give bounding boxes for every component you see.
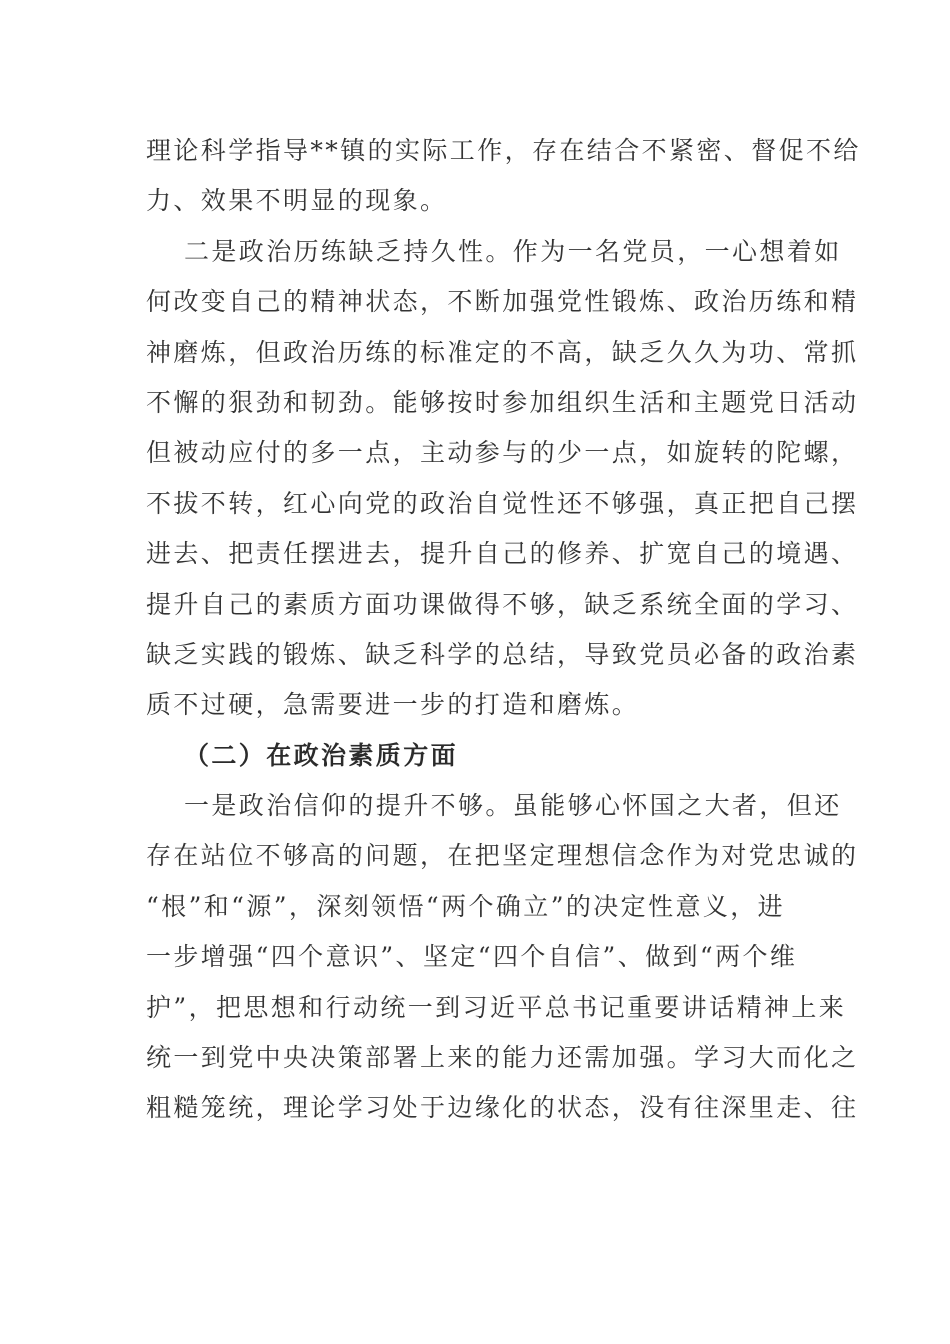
- text-line: 统一到党中央决策部署上来的能力还需加强。学习大而化之: [146, 1043, 859, 1073]
- text-line: 神磨炼，但政治历练的标准定的不高，缺乏久久为功、常抓: [146, 337, 859, 367]
- text-line: 不拔不转，红心向党的政治自觉性还不够强，真正把自己摆: [146, 488, 859, 518]
- text-line: 质不过硬，急需要进一步的打造和磨炼。: [146, 690, 640, 720]
- text-line: “根”和“源”，深刻领悟“两个确立”的决定性意义，进: [146, 891, 786, 921]
- text-line: 何改变自己的精神状态，不断加强党性锻炼、政治历练和精: [146, 287, 859, 317]
- section-heading: （二）在政治素质方面: [184, 740, 459, 770]
- paragraph-start-line: 一是政治信仰的提升不够。虽能够心怀国之大者，但还: [184, 791, 842, 821]
- text-line: 不懈的狠劲和韧劲。能够按时参加组织生活和主题党日活动: [146, 387, 859, 417]
- text-line: 一步增强“四个意识”、坚定“四个自信”、做到“两个维: [146, 942, 798, 972]
- text-line: 存在站位不够高的问题，在把坚定理想信念作为对党忠诚的: [146, 841, 859, 871]
- text-line: 提升自己的素质方面功课做得不够，缺乏系统全面的学习、: [146, 589, 859, 619]
- text-line: 缺乏实践的锻炼、缺乏科学的总结，导致党员必备的政治素: [146, 639, 859, 669]
- text-line: 但被动应付的多一点，主动参与的少一点，如旋转的陀螺，: [146, 438, 859, 468]
- text-line: 护”，把思想和行动统一到习近平总书记重要讲话精神上来: [146, 992, 847, 1022]
- body-text: [146, 126, 861, 1134]
- text-line: 进去、把责任摆进去，提升自己的修养、扩宽自己的境遇、: [146, 539, 859, 569]
- paragraph-start-line: 二是政治历练缺乏持久性。作为一名党员，一心想着如: [184, 236, 842, 266]
- text-line: 粗糙笼统，理论学习处于边缘化的状态，没有往深里走、往: [146, 1093, 859, 1123]
- text-line: 力、效果不明显的现象。: [146, 186, 448, 216]
- text-line: 理论科学指导**镇的实际工作，存在结合不紧密、督促不给: [146, 136, 861, 165]
